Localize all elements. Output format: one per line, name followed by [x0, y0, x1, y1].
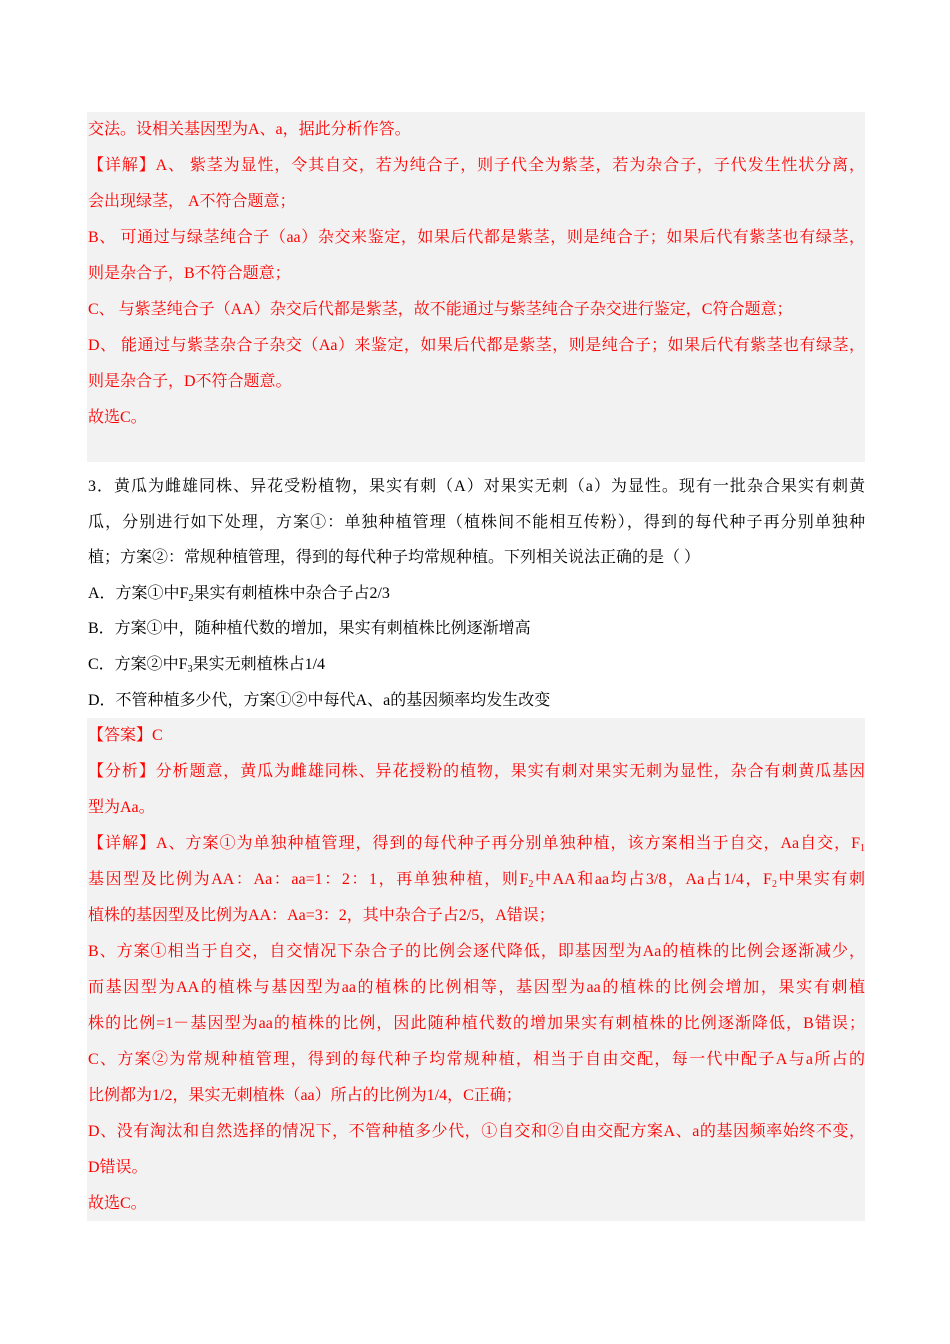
- answer-conclusion: 故选C。: [88, 1195, 147, 1212]
- detail-text: 基因型及比例为AA：Aa：aa=1：2：1，再单独种植，则F: [88, 871, 529, 888]
- detail-line: 比例都为1/2，果实无刺植株（aa）所占的比例为1/4，C正确；: [88, 1087, 522, 1104]
- explanation-line: 则是杂合子，B不符合题意；: [88, 265, 291, 282]
- explanation-line: C、 与紫茎纯合子（AA）杂交后代都是紫茎，故不能通过与紫茎纯合子杂交进行鉴定，C符合题意；: [88, 301, 793, 318]
- option-b: [88, 611, 865, 647]
- detail-line: [88, 862, 865, 898]
- explanation-line: B、 可通过与绿茎纯合子（aa）杂交来鉴定，如果后代都是紫茎，则是纯合子；如果后代有紫茎也有绿茎，: [88, 229, 865, 246]
- explanation-conclusion: 故选C。: [88, 409, 147, 426]
- detail-line: 而基因型为AA的植株与基因型为aa的植株的比例相等，基因型为aa的植株的比例会增加，果实有刺植: [88, 979, 865, 996]
- answer-line: 【答案】C: [88, 727, 163, 744]
- subscript: 1: [860, 843, 865, 854]
- option-d: [88, 683, 865, 719]
- explanation-line: 会出现绿茎， A不符合题意；: [88, 193, 296, 210]
- analysis-line: 【分析】分析题意，黄瓜为雌雄同株、异花授粉的植物，果实有刺对果实无刺为显性，杂合有刺黄瓜基因: [88, 763, 865, 780]
- option-a-text: 果实有刺植株中杂合子占2/3: [193, 584, 390, 602]
- explanation-line: D、 能通过与紫茎杂合子杂交（Aa）来鉴定，如果后代都是紫茎，则是纯合子；如果后代有紫茎也有绿茎，: [88, 337, 865, 354]
- option-a: [88, 576, 865, 612]
- previous-explanation-block: [87, 112, 865, 462]
- detail-line: D错误。: [88, 1159, 148, 1176]
- detail-line: C、方案②为常规种植管理，得到的每代种子均常规种植，相当于自由交配，每一代中配子A与a所占的: [88, 1051, 865, 1068]
- option-c: [88, 647, 865, 683]
- subscript: 2: [771, 879, 777, 890]
- option-c-text: C．方案②中F: [88, 655, 188, 673]
- option-b-text: B．方案①中，随种植代数的增加，果实有刺植株比例逐渐增高: [88, 620, 531, 638]
- explanation-line: 则是杂合子，D不符合题意。: [88, 373, 292, 390]
- analysis-line: 型为Aa。: [88, 799, 155, 816]
- question-3-block: [87, 469, 865, 718]
- option-a-text: A．方案①中F: [88, 584, 189, 602]
- explanation-line: 【详解】A、 紫茎为显性，令其自交，若为纯合子，则子代全为紫茎，若为杂合子，子代发生性状分离，: [88, 157, 865, 174]
- subscript: 3: [187, 663, 193, 675]
- detail-text: 中果实有刺: [776, 871, 865, 888]
- option-c-text: 果实无刺植株占1/4: [192, 655, 326, 673]
- subscript: 2: [528, 879, 534, 890]
- detail-line: 株的比例=1－基因型为aa的植株的比例，因此随种植代数的增加果实有刺植株的比例逐渐降低，B错误；: [88, 1015, 865, 1032]
- detail-text: 【详解】A、方案①为单独种植管理，得到的每代种子再分别单独种植，该方案相当于自交，Aa自交，F: [88, 835, 860, 852]
- question-stem-line: 植；方案②：常规种植管理，得到的每代种子均常规种植。下列相关说法正确的是（ ）: [88, 549, 701, 567]
- question-stem-line: 3．黄瓜为雌雄同株、异花受粉植物，果实有刺（A）对果实无刺（a）为显性。现有一批杂合果实有刺黄: [88, 478, 865, 495]
- subscript: 2: [188, 592, 194, 604]
- question-stem-line: 瓜，分别进行如下处理，方案①：单独种植管理（植株间不能相互传粉），得到的每代种子再分别单独种: [88, 513, 865, 531]
- detail-line: D、没有淘汰和自然选择的情况下，不管种植多少代，①自交和②自由交配方案A、a的基因频率始终不变，: [88, 1123, 865, 1140]
- detail-line: 植株的基因型及比例为AA：Aa=3：2，其中杂合子占2/5，A错误；: [88, 907, 555, 924]
- explanation-line: 交法。设相关基因型为A、a，据此分析作答。: [88, 121, 411, 138]
- detail-line: [88, 826, 865, 862]
- detail-text: 中AA和aa均占3/8，Aa占1/4，F: [533, 871, 772, 888]
- option-d-text: D．不管种植多少代，方案①②中每代A、a的基因频率均发生改变: [88, 691, 551, 709]
- detail-line: B、方案①相当于自交，自交情况下杂合子的比例会逐代降低，即基因型为Aa的植株的比例会逐渐减少，: [88, 943, 865, 960]
- answer-block: [87, 718, 865, 1221]
